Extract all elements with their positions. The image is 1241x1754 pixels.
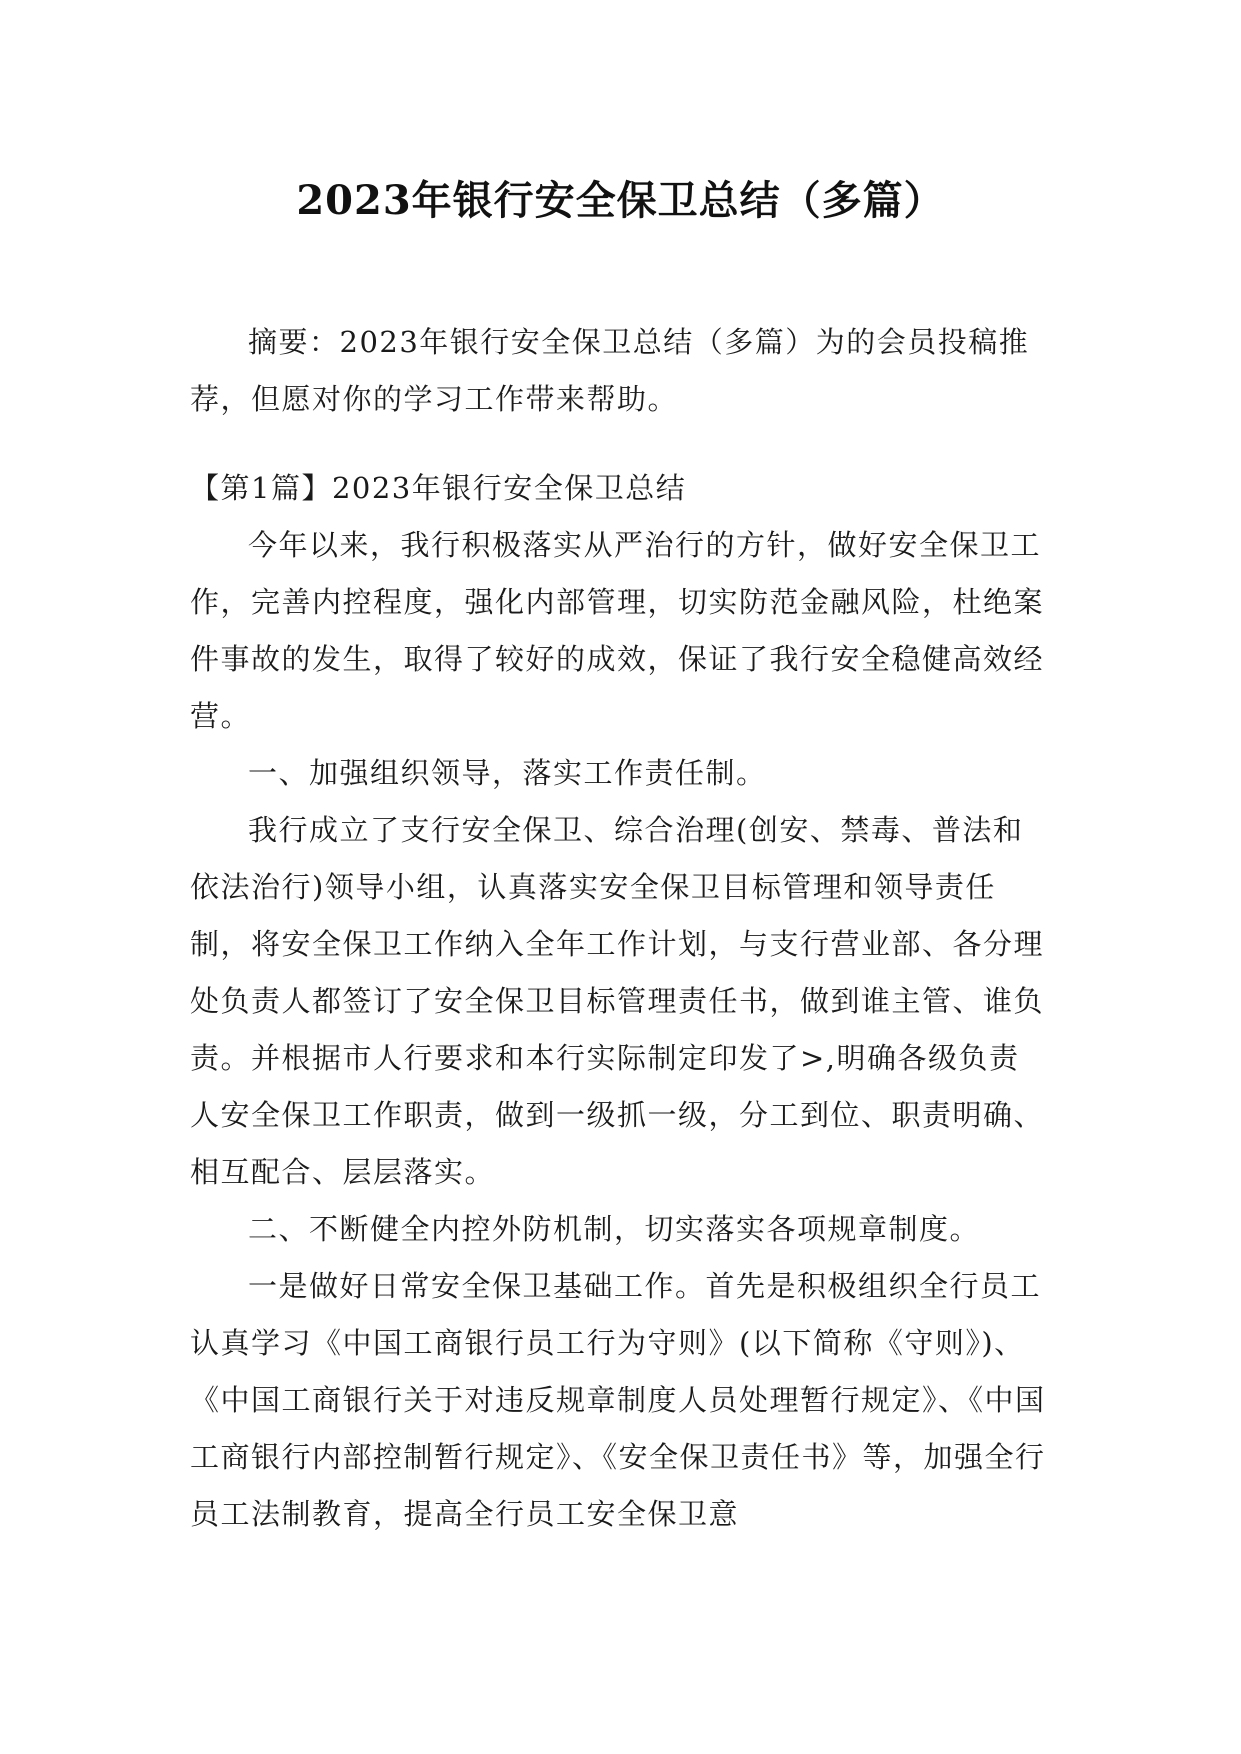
section-heading-2: 二、不断健全内控外防机制，切实落实各项规章制度。: [248, 1212, 981, 1246]
paragraph-intro: 今年以来，我行积极落实从严治行的方针，做好安全保卫工作，完善内控程度，强化内部管理，切实防范金融风险，杜绝案件事故的发生，取得了较好的成效，保证了我行安全稳健高效经营。: [190, 528, 1045, 733]
paragraph-daily-work: 一是做好日常安全保卫基础工作。首先是积极组织全行员工认真学习《中国工商银行员工行为守则》(以下简称《守则》)、《中国工商银行关于对违反规章制度人员处理暂行规定》、《中国工商银行内部控制暂行规定》、《安全保卫责任书》等，加强全行员工法制教育，提高全行员工安全保卫意: [190, 1269, 1046, 1531]
document-title: 2023年银行安全保卫总结（多篇）: [296, 176, 945, 224]
section-heading-1: 一、加强组织领导，落实工作责任制。: [248, 756, 767, 790]
article-section: [190, 460, 1050, 1543]
article-heading: 【第1篇】2023年银行安全保卫总结: [190, 471, 687, 505]
paragraph-leadership: 我行成立了支行安全保卫、综合治理(创安、禁毒、普法和依法治行)领导小组，认真落实安全保卫目标管理和领导责任制，将安全保卫工作纳入全年工作计划，与支行营业部、各分理处负责人都签订了安全保卫目标管理责任书，做到谁主管、谁负责。并根据市人行要求和本行实际制定印发了>,明确各级负责人安全保卫工作职责，做到一级抓一级，分工到位、职责明确、相互配合、层层落实。: [190, 813, 1045, 1189]
document-abstract: 摘要：2023年银行安全保卫总结（多篇）为的会员投稿推荐，但愿对你的学习工作带来帮助。: [190, 325, 1030, 416]
